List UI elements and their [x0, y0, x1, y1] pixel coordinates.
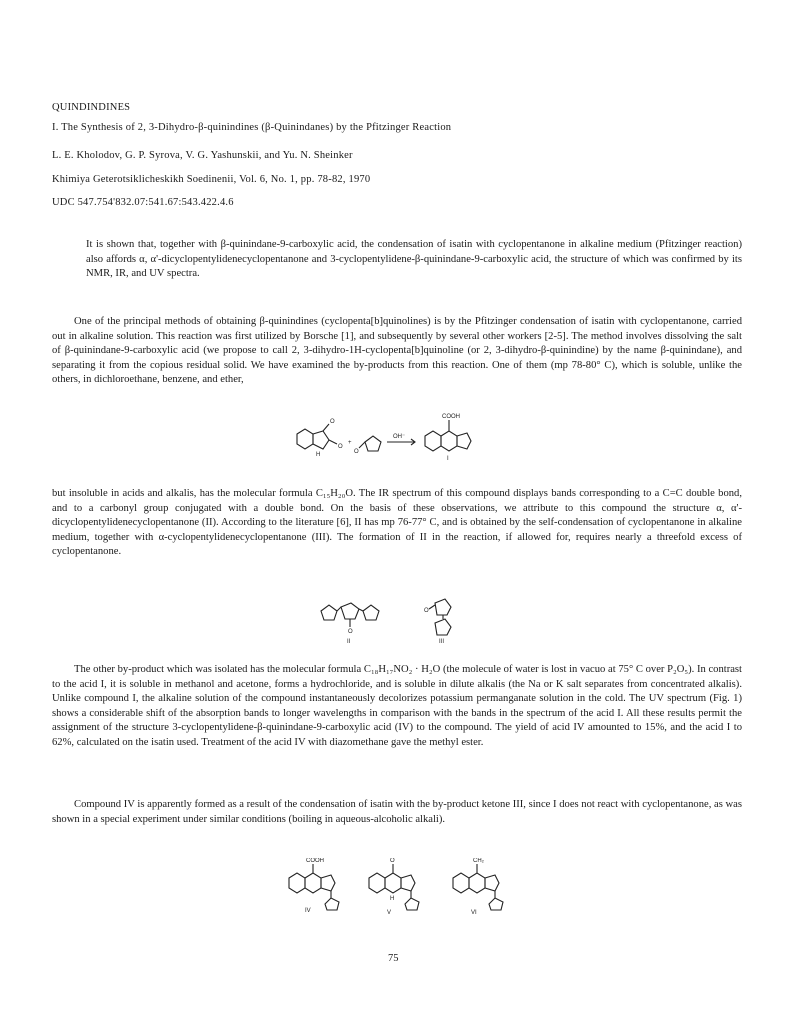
body-paragraph-2 [52, 487, 742, 560]
abstract: It is shown that, together with β-quinindane-9-carboxylic acid, the condensation of isatin with cyclopentanone in alkaline medium (Pfitzinger reaction) also affords α, α'-dicyclopentylidenecyclopentanone and 3-cyclopentylidene-β-quinindane-9-carboxylic acid, the structure of which was confirmed by its NMR, IR, and UV spectra. [86, 239, 742, 280]
paragraph-text: Compound IV is apparently formed as a result of the condensation of isatin with the by-product ketone III, since I does not react with cyclopentanone, as was shown in a special experiment under similar conditions (boiling in aqueous-alcoholic alkali). [52, 799, 742, 825]
oxo-label: O [330, 419, 335, 425]
body-paragraph-4 [52, 798, 742, 827]
compound-label-ii: II [347, 639, 351, 645]
compound-label-iii: III [439, 639, 445, 645]
compound-label-i: I [447, 456, 449, 462]
compound-label-vi: VI [471, 910, 477, 916]
paragraph-text: but insoluble in acids and alkalis, has the molecular formula C₁₅H₂₀O. The IR spectrum of this compound displays bands corresponding to a C=C double bond, and to a carbonyl group conjugated with a double bond. On the basis of these observations, we attribute to this compound the structure α, α'-dicyclopentylidenecyclopentanone (II). According to the literature [6], II has mp 76-77° C, and is obtained by the self-condensation of cyclopentanone in alkaline medium, together with α-cyclopentylidenecyclopentanone (III). The formation of II in the reaction, if allowed for, requires nearly a threefold excess of cyclopentanone. [52, 488, 742, 558]
body-paragraph-3 [52, 663, 742, 751]
compound-label-v: V [387, 910, 392, 916]
paragraph-text: The other by-product which was isolated has the molecular formula C₁₈H₁₇NO₂ · H₂O (the molecule of water is lost in vacuo at 75° C over P₂O₅). In contrast to the acid I, it is soluble in methanol and acetone, forms a hydrochloride, and is soluble in dilute alkalis (the Na or K salt separates from concentrated alkalis). Unlike compound I, the alkaline solution of the compound instantaneously decolorizes potassium permanganate solution in the cold. The UV spectrum (Fig. 1) shows a considerable shift of the absorption bands to longer wavelengths in comparison with the bands in the spectrum of the acid I. All these results permit the assignment of the structure 3-cyclopentylidene-β-quinindane-9-carboxylic acid (IV) to the compound. The yield of acid IV amounted to 15%, and the acid I to 62%, calculated on the isatin used. Treatment of the acid IV with diazomethane gave the methyl ester. [52, 664, 742, 748]
oxo-label: O [390, 858, 395, 864]
nh-label: H [390, 896, 395, 902]
structures-ii-iii [315, 595, 475, 645]
oxo-label: O [424, 608, 429, 614]
paragraph-text: One of the principal methods of obtaining β-quinindines (cyclopenta[b]quinolines) is by the Pfitzinger condensation of isatin with cyclopentanone, carried out in alkaline solution. This reaction was first utilized by Borsche [1], and subsequently by several other workers [2-5]. The method involves dissolving the salt of β-quinindane-9-carboxylic acid (we propose to call 2, 3-dihydro-1H-cyclopenta[b]quinoline (or 2, 3-dihydro-β-quinindine) by the name β-quinindane), and separating it from the copious residual solid. We have examined the by-products from this reaction. One of them (mp 78-80° C), which is soluble, unlike the others, in dichloroethane, benzene, and ether, [52, 316, 742, 386]
compound-label-iv: IV [305, 908, 311, 914]
page-number: 75 [388, 953, 399, 964]
reagent-label: OH⁻ [393, 434, 406, 440]
carboxyl-label: COOH [306, 858, 324, 864]
author-list: L. E. Kholodov, G. P. Syrova, V. G. Yashunskii, and Yu. N. Sheinker [52, 150, 353, 161]
body-paragraph-1 [52, 315, 742, 388]
carboxyl-label: COOH [442, 414, 460, 420]
structures-iv-v-vi [283, 858, 533, 924]
reaction-scheme-1 [285, 412, 495, 474]
oxo-label: O [354, 449, 359, 455]
methylene-label: CH₂ [473, 858, 484, 864]
oxo-label: O [348, 629, 353, 635]
plus-sign: + [348, 440, 352, 446]
oxo-label: O [338, 444, 343, 450]
article-title: I. The Synthesis of 2, 3-Dihydro-β-quinindines (β-Quinindanes) by the Pfitzinger Reaction [52, 122, 452, 133]
journal-citation: Khimiya Geterotsiklicheskikh Soedinenii, Vol. 6, No. 1, pp. 78-82, 1970 [52, 174, 371, 185]
nh-label: H [316, 452, 321, 458]
section-heading: QUINDINDINES [52, 102, 131, 113]
udc-code: UDC 547.754'832.07:541.67:543.422.4.6 [52, 197, 234, 208]
